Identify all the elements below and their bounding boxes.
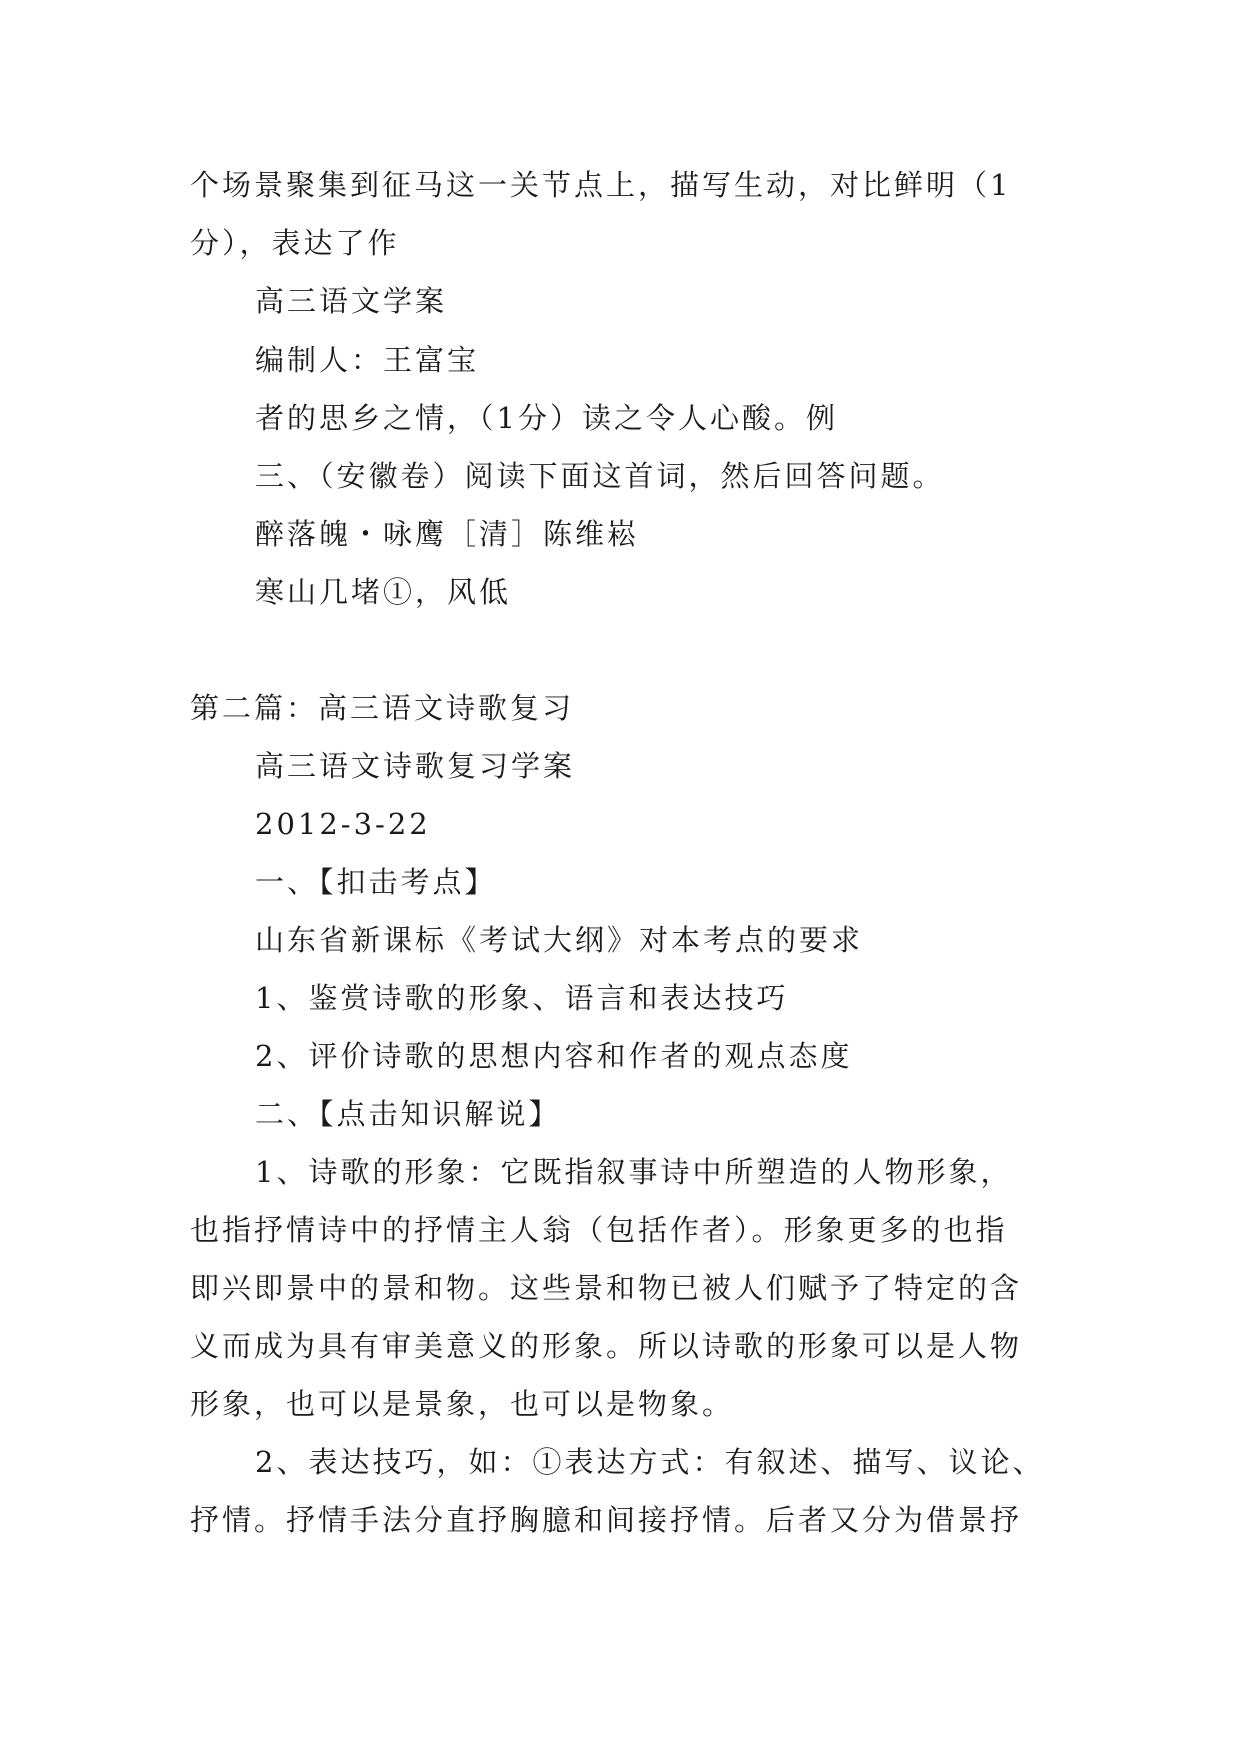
paragraph-line: 抒情。抒情手法分直抒胸臆和间接抒情。后者又分为借景抒 — [190, 1503, 1023, 1537]
document-subtitle: 高三语文诗歌复习学案 — [255, 749, 576, 783]
part-heading: 二、【点击知识解说】 — [255, 1097, 561, 1131]
paragraph-line: 2、表达技巧，如：①表达方式：有叙述、描写、议论、 — [255, 1445, 1045, 1479]
paragraph-line: 也指抒情诗中的抒情主人翁（包括作者）。形象更多的也指 — [190, 1213, 1008, 1247]
paragraph-line: 1、诗歌的形象：它既指叙事诗中所塑造的人物形象， — [255, 1155, 1013, 1189]
poem-line: 寒山几堵①，风低 — [255, 575, 512, 609]
text-line: 个场景聚集到征马这一关节点上，描写生动，对比鲜明（1 — [190, 168, 1012, 202]
requirement-item: 1、鉴赏诗歌的形象、语言和表达技巧 — [255, 981, 789, 1015]
text-line: 分），表达了作 — [190, 226, 400, 260]
paragraph-line: 即兴即景中的景和物。这些景和物已被人们赋予了特定的含 — [190, 1271, 1023, 1305]
header-author: 编制人：王富宝 — [255, 343, 480, 377]
part-heading: 一、【扣击考点】 — [255, 865, 497, 899]
header-title: 高三语文学案 — [255, 284, 448, 318]
document-date: 2012-3-22 — [255, 807, 431, 841]
paragraph-line: 形象，也可以是景象，也可以是物象。 — [190, 1387, 735, 1421]
paragraph-line: 义而成为具有审美意义的形象。所以诗歌的形象可以是人物 — [190, 1329, 1023, 1363]
requirements-intro: 山东省新课标《考试大纲》对本考点的要求 — [255, 923, 864, 957]
section-heading: 第二篇：高三语文诗歌复习 — [190, 691, 575, 725]
text-line: 者的思乡之情，（1分）读之令人心酸。例 — [255, 401, 838, 435]
requirement-item: 2、评价诗歌的思想内容和作者的观点态度 — [255, 1039, 853, 1073]
question-heading: 三、（安徽卷）阅读下面这首词，然后回答问题。 — [255, 459, 945, 493]
poem-title: 醉落魄・咏鹰［清］陈维崧 — [255, 517, 640, 551]
